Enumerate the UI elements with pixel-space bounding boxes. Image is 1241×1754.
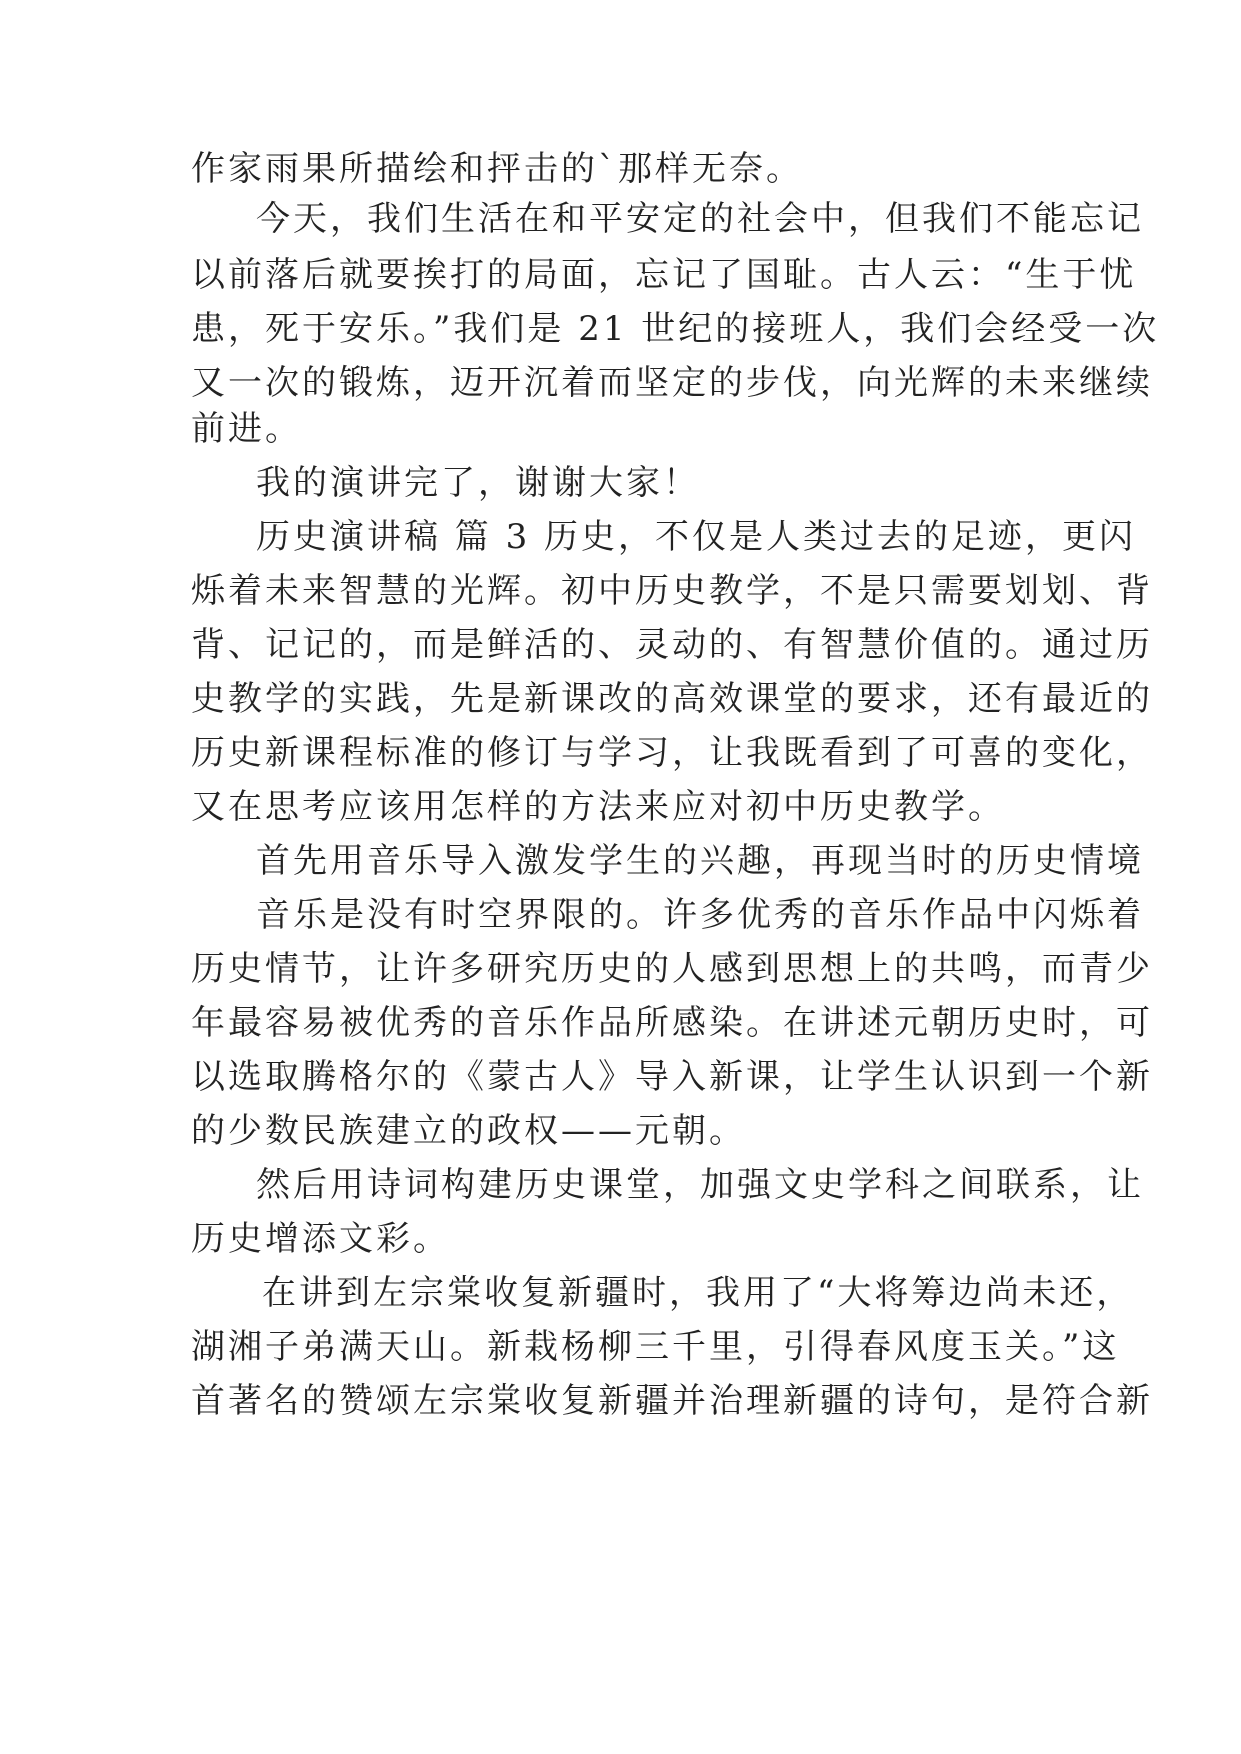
text-line: 历史情节，让许多研究历史的人感到思想上的共鸣，而青少 bbox=[191, 949, 1153, 989]
text-line: 又一次的锻炼，迈开沉着而坚定的步伐，向光辉的未来继续 bbox=[191, 363, 1153, 403]
text-line: 前进。 bbox=[191, 409, 302, 449]
text-line: 作家雨果所描绘和抨击的`那样无奈。 bbox=[191, 149, 803, 189]
text-line: 的少数民族建立的政权——元朝。 bbox=[191, 1111, 746, 1151]
text-line: 以选取腾格尔的《蒙古人》导入新课，让学生认识到一个新 bbox=[191, 1057, 1153, 1097]
text-line: 历史增添文彩。 bbox=[191, 1219, 450, 1259]
text-line: 历史新课程标准的修订与学习，让我既看到了可喜的变化， bbox=[191, 733, 1153, 773]
paragraph-start-line: 今天，我们生活在和平安定的社会中，但我们不能忘记 bbox=[256, 199, 1144, 239]
paragraph-start-line: 历史演讲稿 篇 3 历史，不仅是人类过去的足迹，更闪 bbox=[256, 517, 1137, 557]
text-line: 又在思考应该用怎样的方法来应对初中历史教学。 bbox=[191, 787, 1005, 827]
text-line: 患，死于安乐。”我们是 21 世纪的接班人，我们会经受一次 bbox=[191, 309, 1160, 349]
paragraph-start-line: 然后用诗词构建历史课堂，加强文史学科之间联系，让 bbox=[256, 1165, 1144, 1205]
text-line: 湖湘子弟满天山。新栽杨柳三千里，引得春风度玉关。”这 bbox=[191, 1327, 1120, 1367]
paragraph-start-line: 首先用音乐导入激发学生的兴趣，再现当时的历史情境 bbox=[256, 841, 1144, 881]
paragraph-start-line: 在讲到左宗棠收复新疆时，我用了“大将筹边尚未还， bbox=[262, 1273, 1134, 1313]
paragraph-start-line: 音乐是没有时空界限的。许多优秀的音乐作品中闪烁着 bbox=[256, 895, 1144, 935]
text-line: 背、记记的，而是鲜活的、灵动的、有智慧价值的。通过历 bbox=[191, 625, 1153, 665]
text-line: 年最容易被优秀的音乐作品所感染。在讲述元朝历史时，可 bbox=[191, 1003, 1153, 1043]
text-line: 烁着未来智慧的光辉。初中历史教学，不是只需要划划、背 bbox=[191, 571, 1153, 611]
text-line: 以前落后就要挨打的局面，忘记了国耻。古人云：“生于忧 bbox=[191, 255, 1137, 295]
text-line: 首著名的赞颂左宗棠收复新疆并治理新疆的诗句，是符合新 bbox=[191, 1381, 1153, 1421]
text-line: 史教学的实践，先是新课改的高效课堂的要求，还有最近的 bbox=[191, 679, 1153, 719]
paragraph-start-line: 我的演讲完了，谢谢大家！ bbox=[256, 463, 700, 503]
